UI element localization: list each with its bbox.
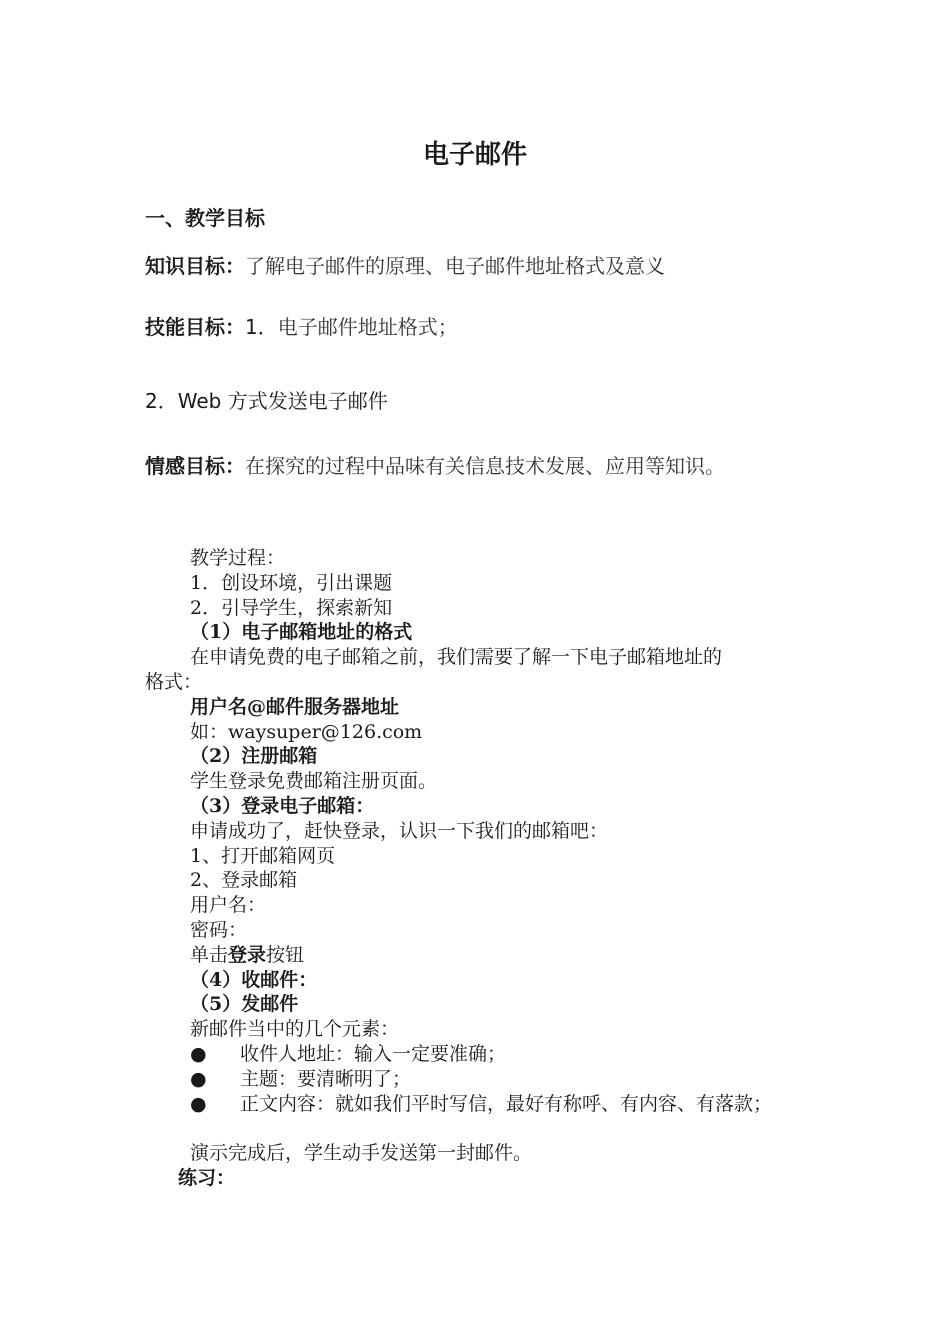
bullet-text: 正文内容：就如我们平时写信，最好有称呼、有内容、有落款； [240,1092,773,1115]
sub2-text: 学生登录免费邮箱注册页面。 [190,770,438,793]
username-line: 用户名： [190,894,267,917]
emotion-objective [145,450,725,479]
process-heading: 教学过程： [190,547,286,569]
skill-objective [145,311,458,340]
sub4-title: （4）收邮件： [190,968,318,991]
list-item [145,1067,772,1092]
sub2-title: （2）注册邮箱 [190,745,318,768]
skill-item2-num: 2． [145,389,178,413]
process-step-2: 2．引导学生，探索新知 [190,596,393,619]
skill-label: 技能目标： [145,315,245,339]
page-title: 电子邮件 [422,140,527,170]
sub1-line1: 在申请免费的电子邮箱之前，我们需要了解一下电子邮箱地址的 [190,646,723,669]
address-example: 如：waysuper@126.com [190,720,423,743]
bullet-icon: ● [190,1092,207,1115]
sub5-title: （5）发邮件 [190,993,299,1016]
click-bold: 登录 [228,943,267,966]
practice-heading: 练习： [178,1166,236,1189]
emotion-text: 在探究的过程中品味有关信息技术发展、应用等知识。 [245,454,725,478]
skill-item1-num: 1． [245,315,278,339]
knowledge-label: 知识目标： [145,254,245,278]
sub3-text: 申请成功了，赶快登录，认识一下我们的邮箱吧： [190,819,609,842]
emotion-label: 情感目标： [145,454,245,478]
bullet-text: 收件人地址：输入一定要准确； [240,1042,507,1065]
click-post: 按钮 [266,943,305,966]
section-heading: 一、教学目标 [145,206,265,230]
process-step-1: 1．创设环境，引出课题 [190,571,393,594]
teaching-process [145,546,772,1191]
skill-item2-text: Web 方式发送电子邮件 [177,389,388,413]
sub3-title: （3）登录电子邮箱： [190,794,375,817]
bullet-icon: ● [190,1042,207,1065]
sub1-line2: 格式： [145,670,203,693]
click-login-line [145,943,772,968]
address-format: 用户名@邮件服务器地址 [190,695,400,718]
elements-intro: 新邮件当中的几个元素： [190,1018,400,1041]
bullet-text: 主题：要清晰明了； [240,1067,412,1090]
sub3-step-1: 1、打开邮箱网页 [190,844,336,867]
sub3-step-2: 2、登录邮箱 [190,869,298,892]
list-item [145,1042,772,1067]
knowledge-text: 了解电子邮件的原理、电子邮件地址格式及意义 [245,254,665,278]
password-line: 密码： [190,918,248,941]
blank-line [145,1116,772,1141]
skill-item2 [145,385,388,414]
click-pre: 单击 [190,943,229,966]
skill-item1-text: 电子邮件地址格式； [277,315,458,339]
knowledge-objective [145,250,665,279]
bullet-icon: ● [190,1067,207,1090]
demo-line: 演示完成后，学生动手发送第一封邮件。 [190,1142,533,1165]
list-item [145,1092,772,1117]
sub1-title: （1）电子邮箱地址的格式 [190,621,413,644]
